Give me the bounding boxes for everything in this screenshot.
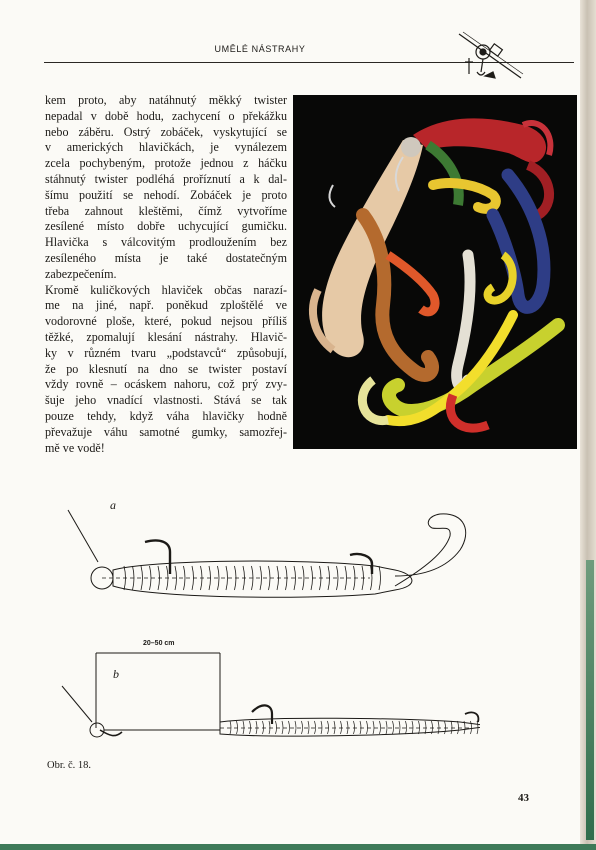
figure-label-a: a	[110, 498, 116, 512]
text-line: zcela pochybeným, protože jednou z háčku	[45, 156, 287, 171]
body-segment	[230, 721, 231, 734]
body-segment	[243, 721, 244, 734]
body-segment	[451, 721, 452, 734]
body-segment	[141, 566, 143, 590]
body-segment	[341, 721, 342, 734]
body-segment	[379, 566, 381, 590]
body-segment	[419, 721, 420, 734]
page-number: 43	[518, 792, 529, 804]
text-line: ky v různém tvaru „podstavců“ způsobují,	[45, 345, 287, 360]
body-segment	[399, 721, 400, 734]
body-segment	[360, 721, 361, 734]
body-segment	[373, 721, 374, 734]
twister-body-b	[220, 718, 480, 736]
text-line: převažuje váhu samotné gumky, samozřej-	[45, 424, 287, 439]
text-line: těžké, zpomalují klesání nástrahy. Hlavič-	[45, 329, 287, 344]
body-segment	[406, 721, 407, 734]
body-segment	[226, 566, 228, 590]
jig-head-b	[90, 723, 104, 737]
text-line: pouze tehdy, když váha hlavičky hodně	[45, 408, 287, 423]
text-line: vždy rovně – ocáskem nahoru, což prý zvy-	[45, 377, 287, 392]
text-line: zabezpečením.	[45, 266, 117, 281]
body-segment	[458, 721, 459, 734]
body-segment	[412, 721, 413, 734]
figure-label-b: b	[113, 667, 119, 681]
body-segment	[237, 721, 238, 734]
text-line: že po klesnutí na dno se twister postaví	[45, 361, 287, 376]
article-text	[45, 93, 287, 456]
text-line: stáhnutý twister podléhá proříznutí a k dal-	[45, 171, 287, 186]
text-line: zesíleného místa je také dostatečným	[45, 250, 287, 265]
body-segment	[386, 721, 387, 734]
fishing-line	[68, 510, 98, 562]
body-segment	[295, 721, 296, 734]
figure-caption: Obr. č. 18.	[47, 760, 92, 771]
body-segment	[250, 721, 251, 734]
twister-tail	[395, 514, 466, 586]
body-segment	[256, 721, 257, 734]
body-segment	[150, 566, 152, 590]
running-header: UMĚLÉ NÁSTRAHY	[214, 44, 306, 54]
body-segment	[347, 721, 348, 734]
body-segment	[276, 721, 277, 734]
body-segment	[367, 721, 368, 734]
dimension-label: 20–50 cm	[143, 640, 175, 647]
body-segment	[354, 721, 355, 734]
twister-rig-diagram	[40, 490, 480, 755]
body-segment	[328, 721, 329, 734]
bottom-edge	[0, 844, 596, 850]
body-segment	[269, 721, 270, 734]
body-segment	[445, 721, 446, 734]
body-segment	[380, 721, 381, 734]
text-line: mě ve vodě!	[45, 440, 105, 455]
text-line: třeba zahnout kleštěmi, čímž vytvoříme	[45, 203, 287, 218]
body-segment	[345, 566, 347, 590]
hook	[145, 540, 170, 574]
body-segment	[260, 566, 262, 590]
body-segment	[315, 721, 316, 734]
body-segment	[282, 721, 283, 734]
text-line: šímu použití se nehodí. Zobáček je proto	[45, 187, 287, 202]
text-line: zesílené místo dobře uchycující gumičku.	[45, 219, 287, 234]
body-segment	[289, 721, 290, 734]
body-segment	[302, 721, 303, 734]
text-line: me na jiné, např. poněkud zploštělé ve	[45, 298, 287, 313]
text-line: vodorovné ploše, které, pokud nejsou příliš	[45, 314, 287, 329]
body-segment	[184, 566, 186, 590]
body-segment	[321, 721, 322, 734]
text-line: v amerických hlavičkách, je vynálezem	[45, 140, 287, 155]
fishing-reel-rod-icon	[455, 28, 527, 88]
body-segment	[308, 721, 309, 734]
text-line: Kromě kuličkových hlaviček občas narazí-	[45, 282, 287, 297]
text-line: Hlavička s válcovitým prodloužením bez	[45, 235, 287, 250]
body-segment	[471, 721, 472, 734]
twister-lures-photo	[293, 95, 577, 449]
text-line: nepadal v době hodu, zachycení o překážku	[45, 108, 287, 123]
body-segment	[425, 721, 426, 734]
body-segment	[334, 721, 335, 734]
body-segment	[393, 721, 394, 734]
body-segment	[263, 721, 264, 734]
body-segment	[303, 566, 305, 590]
text-line: nebo záběru. Ostrý zobáček, vyskytující se	[45, 124, 287, 139]
text-line: šuje jeho vnadící vlastnosti. Stává se tak	[45, 393, 287, 408]
body-segment	[269, 566, 271, 590]
text-line: kem proto, aby natáhnutý měkký twister	[45, 93, 287, 107]
book-edge-green	[586, 560, 594, 840]
